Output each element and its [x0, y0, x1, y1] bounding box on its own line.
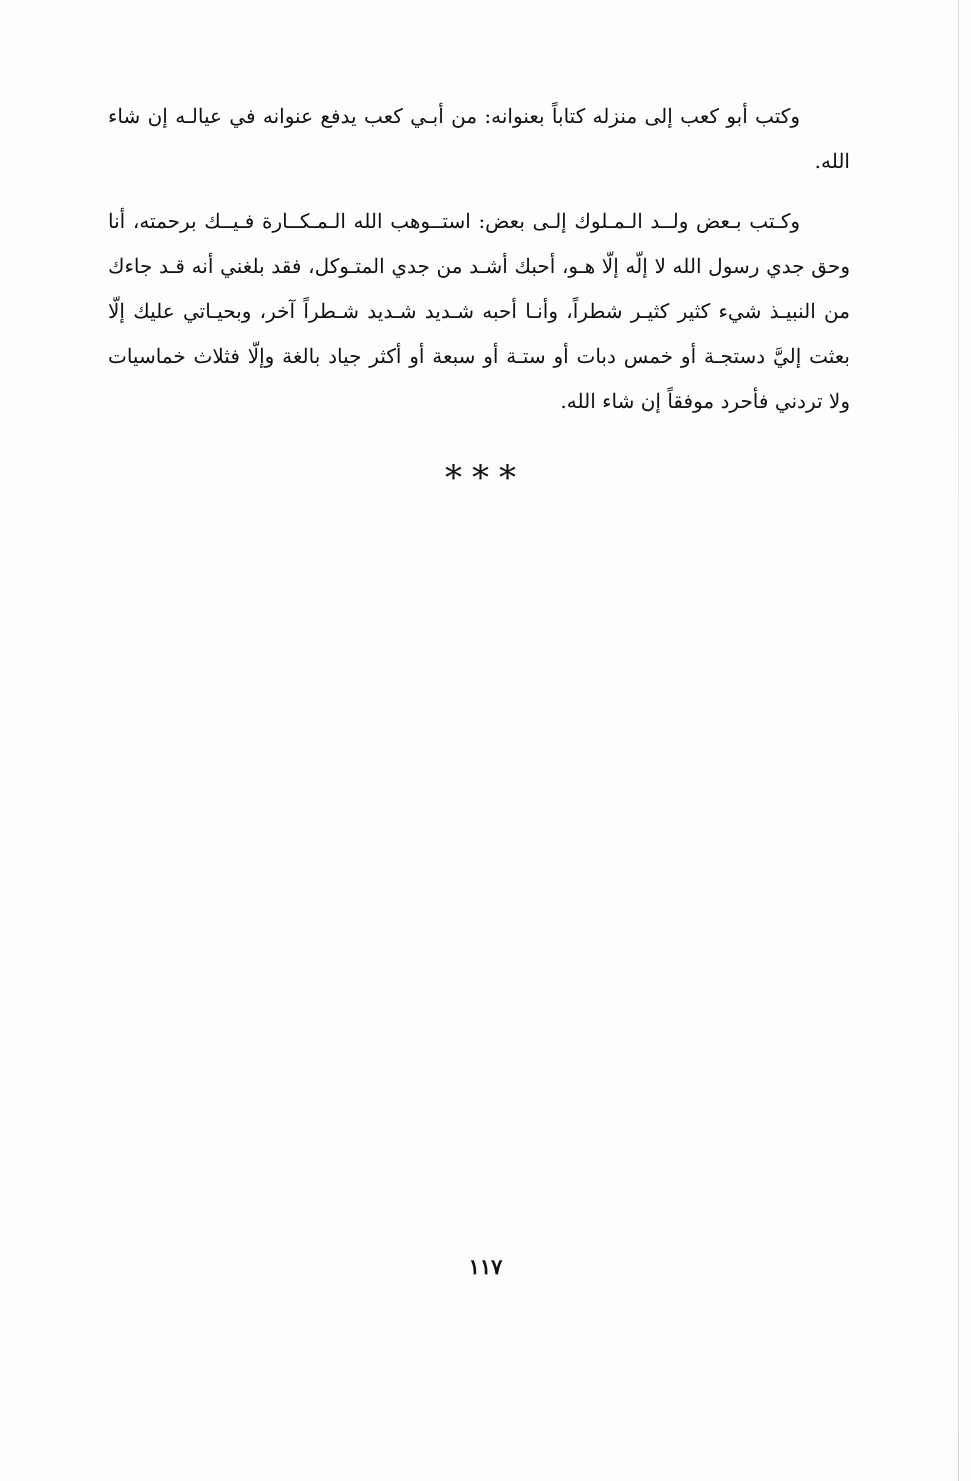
- paragraph-1-text: وكتب أبو كعب إلى منزله كتاباً بعنوانه: من أبـي كعب يدفع عنوانه في عيالـه إن شاء الله.: [108, 104, 850, 173]
- section-separator: ***: [445, 458, 526, 498]
- paragraph-2-text: وكـتب بـعض ولــد الـمـلوك إلـى بعض: استــوهب الله الـمـكــارة فـيــك برحمته، أنا وحق جدي رسول الله لا إلّه إلّا هـو، أحبك أشـد من جدي المتـوكل، فقد بلغني أنه قـد جاءك من النبيـذ شيء كثير كثيـر شطراً، وأنـا أحبه شـديد شـديد شـطراً آخر، وبحيـاتي عليك إلّا بعثت إليَّ دستجـة أو خمس دبات أو ستـة أو سبعة أو أكثر جياد بالغة وإلّا فثلاث خماسيات ولا تردني فأحرد موفقاً إن شاء الله.: [108, 209, 850, 413]
- page-number: ١١٧: [468, 1254, 503, 1279]
- paragraph-1: [108, 94, 850, 184]
- paragraph-2: [108, 199, 850, 424]
